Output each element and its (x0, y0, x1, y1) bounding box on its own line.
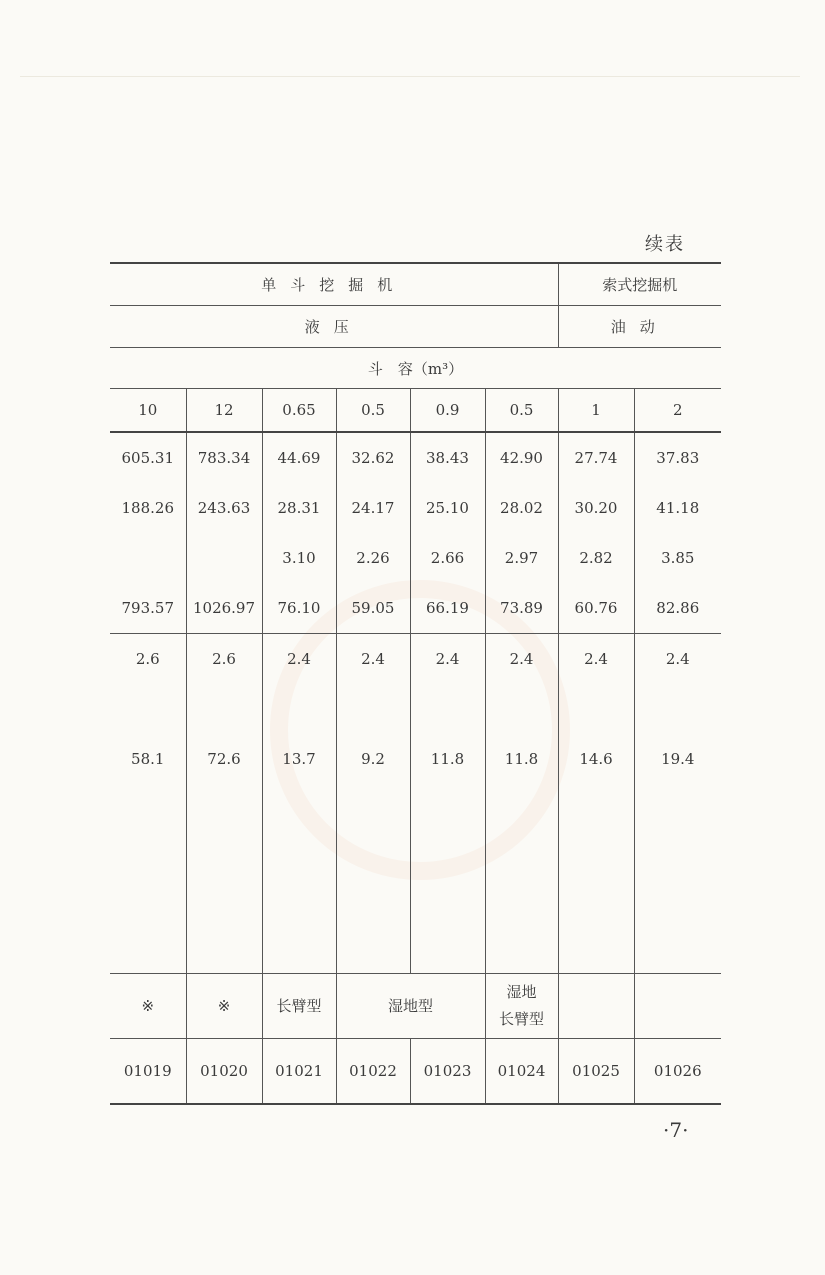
table-row-gap (110, 784, 721, 974)
capacity-cell: 2 (634, 389, 721, 433)
excavator-quota-table (110, 262, 721, 1105)
table-cell: 59.05 (336, 583, 410, 634)
table-cell: 9.2 (336, 734, 410, 784)
capacity-cell: 0.9 (410, 389, 485, 433)
page-number: ·7· (663, 1118, 689, 1142)
header-oil-driven: 油动 (558, 306, 721, 348)
capacity-cell: 0.5 (485, 389, 558, 433)
table-cell: 24.17 (336, 483, 410, 533)
code-cell: 01022 (336, 1039, 410, 1105)
table-row (110, 432, 721, 483)
table-cell: 11.8 (410, 734, 485, 784)
table-cell: 2.4 (336, 634, 410, 685)
table-cell: 13.7 (262, 734, 336, 784)
capacity-values-row (110, 389, 721, 433)
capacity-cell: 12 (186, 389, 262, 433)
page-top-rule (20, 76, 800, 77)
header-single-bucket: 单斗挖掘机 (110, 263, 558, 306)
table-cell: 19.4 (634, 734, 721, 784)
code-cell: 01020 (186, 1039, 262, 1105)
table-row (110, 634, 721, 685)
model-cell (558, 974, 634, 1039)
table-cell: 2.82 (558, 533, 634, 583)
table-cell: 793.57 (110, 583, 186, 634)
table-cell: 41.18 (634, 483, 721, 533)
code-cell: 01024 (485, 1039, 558, 1105)
code-cell: 01025 (558, 1039, 634, 1105)
header-hydraulic: 液压 (110, 306, 558, 348)
table-cell: 32.62 (336, 432, 410, 483)
table-cell: 243.63 (186, 483, 262, 533)
table-cell: 72.6 (186, 734, 262, 784)
table-cell: 605.31 (110, 432, 186, 483)
capacity-cell: 0.65 (262, 389, 336, 433)
table-cell: 76.10 (262, 583, 336, 634)
header-row-drive (110, 306, 721, 348)
table-cell: 2.4 (634, 634, 721, 685)
table-cell: 2.4 (558, 634, 634, 685)
code-row (110, 1039, 721, 1105)
table-row (110, 734, 721, 784)
model-cell (485, 974, 558, 1039)
model-cell (634, 974, 721, 1039)
table-cell: 11.8 (485, 734, 558, 784)
code-cell: 01026 (634, 1039, 721, 1105)
table-cell: 2.4 (410, 634, 485, 685)
header-row-machine-type (110, 263, 721, 306)
table-cell: 2.6 (110, 634, 186, 685)
table-cell: 2.26 (336, 533, 410, 583)
table-cell: 27.74 (558, 432, 634, 483)
model-line: 湿地 (506, 983, 537, 1001)
table-cell: 38.43 (410, 432, 485, 483)
capacity-cell: 10 (110, 389, 186, 433)
model-cell: ※ (110, 974, 186, 1039)
table-cell: 3.10 (262, 533, 336, 583)
table-row (110, 583, 721, 634)
code-cell: 01023 (410, 1039, 485, 1105)
table-cell: 28.02 (485, 483, 558, 533)
table-cell: 30.20 (558, 483, 634, 533)
table-cell: 2.4 (262, 634, 336, 685)
model-type-row (110, 974, 721, 1039)
model-cell: 湿地型 (336, 974, 485, 1039)
table-cell: 25.10 (410, 483, 485, 533)
table-cell: 37.83 (634, 432, 721, 483)
table-cell: 42.90 (485, 432, 558, 483)
table-cell: 188.26 (110, 483, 186, 533)
model-line: 长臂型 (499, 1010, 545, 1028)
table-cell: 2.66 (410, 533, 485, 583)
code-cell: 01019 (110, 1039, 186, 1105)
table-row-gap (110, 684, 721, 734)
table-cell: 60.76 (558, 583, 634, 634)
code-cell: 01021 (262, 1039, 336, 1105)
model-cell: ※ (186, 974, 262, 1039)
table-cell: 14.6 (558, 734, 634, 784)
table-cell: 783.34 (186, 432, 262, 483)
table-cell: 1026.97 (186, 583, 262, 634)
table-cell: 82.86 (634, 583, 721, 634)
table-row (110, 483, 721, 533)
table-cell: 28.31 (262, 483, 336, 533)
table-cell: 2.6 (186, 634, 262, 685)
model-cell: 长臂型 (262, 974, 336, 1039)
table-cell: 2.4 (485, 634, 558, 685)
table-cell: 58.1 (110, 734, 186, 784)
header-cable-excavator: 索式挖掘机 (558, 263, 721, 306)
capacity-cell: 1 (558, 389, 634, 433)
header-bucket-capacity: 斗 容（m³） (110, 348, 721, 389)
table-cell (186, 533, 262, 583)
header-row-capacity (110, 348, 721, 389)
table-row (110, 533, 721, 583)
capacity-cell: 0.5 (336, 389, 410, 433)
table-cell: 73.89 (485, 583, 558, 634)
table-cell: 2.97 (485, 533, 558, 583)
table-cell (110, 533, 186, 583)
continued-label: 续表 (645, 234, 685, 255)
table-cell: 44.69 (262, 432, 336, 483)
table-cell: 66.19 (410, 583, 485, 634)
table-cell: 3.85 (634, 533, 721, 583)
